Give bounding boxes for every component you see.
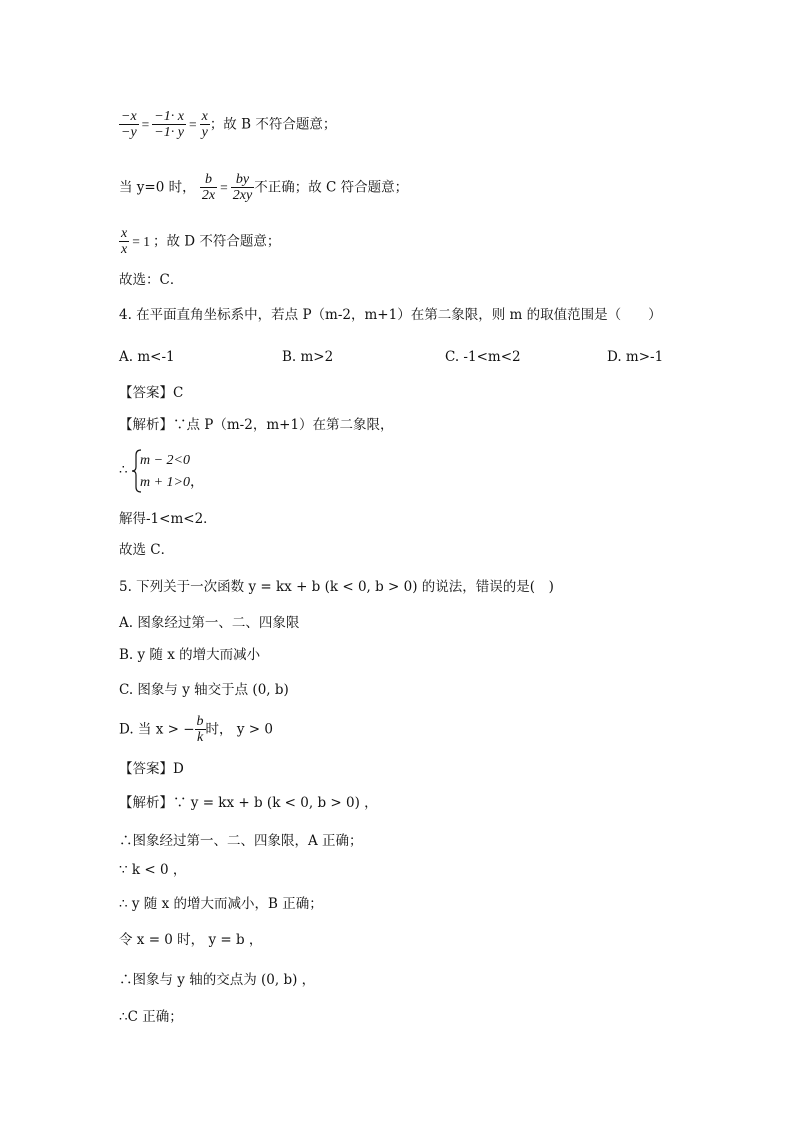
inequality-lines xyxy=(140,450,204,494)
line-prefix: 当 y=0 时， xyxy=(119,179,196,196)
denominator: −1· y xyxy=(154,125,184,140)
q4-analysis: 【解析】∵点 P（m-2，m+1）在第二象限， xyxy=(119,417,394,433)
option-d-prefix: D. 当 x > − xyxy=(119,721,195,738)
q4-option-a: A. m<-1 xyxy=(119,349,175,365)
solution-line-b xyxy=(119,109,336,141)
inequality-2 xyxy=(140,472,204,494)
fraction xyxy=(119,226,129,258)
equals-sign: = xyxy=(188,116,197,132)
inequality-2-text: m + 1>0 xyxy=(140,475,191,490)
q4-option-b: B. m>2 xyxy=(282,349,334,365)
q4-choose: 故选 C． xyxy=(119,542,175,558)
q5-analysis-2: ∴图象经过第一、二、四象限，A 正确； xyxy=(119,833,363,849)
q5-analysis-7: ∴C 正确； xyxy=(119,1009,183,1025)
q4-option-c: C. -1<m<2 xyxy=(445,349,521,365)
answer-choice-line: 故选：C． xyxy=(119,272,184,288)
fraction xyxy=(231,172,254,204)
therefore-symbol: ∴ xyxy=(119,462,128,478)
q5-analysis-3: ∵ k < 0 ， xyxy=(119,862,187,878)
fraction xyxy=(200,109,210,141)
equals-sign: = xyxy=(220,179,228,195)
solution-line-c xyxy=(119,172,408,204)
line-text: ；故 D 不符合题意； xyxy=(152,233,281,250)
numerator: −x xyxy=(121,109,137,124)
q5-option-c: C. 图象与 y 轴交于点 (0, b) xyxy=(119,682,289,698)
q4-solve: 解得-1<m<2． xyxy=(119,511,217,527)
equals-expression: = 1 xyxy=(132,233,150,249)
numerator: b xyxy=(205,172,213,187)
q5-analysis-5: 令 x = 0 时， y = b ， xyxy=(119,932,263,948)
option-d-suffix: 时， y > 0 xyxy=(205,721,273,738)
q5-option-a: A. 图象经过第一、二、四象限 xyxy=(119,615,300,631)
denominator: 2x xyxy=(201,188,216,203)
fraction xyxy=(200,172,217,204)
numerator: by xyxy=(235,172,250,187)
q5-option-d xyxy=(119,714,273,746)
denominator: x xyxy=(121,242,128,257)
solution-line-d xyxy=(119,226,280,258)
q4-option-d: D. m>-1 xyxy=(607,349,664,365)
question-5-stem: 5. 下列关于一次函数 y = kx + b (k < 0, b > 0) 的说法，错误的是( ) xyxy=(119,579,554,595)
equals-sign: = xyxy=(141,116,150,132)
line-text: ；故 B 不符合题意； xyxy=(209,116,337,133)
q5-analysis-6: ∴图象与 y 轴的交点为 (0, b) ， xyxy=(119,972,316,988)
numerator: b xyxy=(196,714,204,729)
fraction xyxy=(195,714,206,746)
numerator: x xyxy=(121,226,128,241)
denominator: −y xyxy=(121,125,137,140)
question-4-stem: 4. 在平面直角坐标系中，若点 P（m-2，m+1）在第二象限，则 m 的取值范围是（ ） xyxy=(119,307,662,323)
q5-analysis-1: 【解析】∵ y = kx + b (k < 0, b > 0) ， xyxy=(119,795,378,811)
denominator: y xyxy=(201,125,208,140)
numerator: x xyxy=(201,109,208,124)
inequality-end: ， xyxy=(190,475,205,490)
denominator: k xyxy=(195,729,206,746)
q4-answer: 【答案】C xyxy=(119,385,184,401)
denominator: 2xy xyxy=(232,188,253,203)
fraction xyxy=(119,109,139,141)
q5-answer: 【答案】D xyxy=(119,761,184,777)
numerator: −1· x xyxy=(154,109,184,124)
inequality-1: m − 2<0 xyxy=(140,453,191,468)
q5-option-b: B. y 随 x 的增大而减小 xyxy=(119,647,261,663)
line-text: 不正确；故 C 符合题意； xyxy=(254,179,409,196)
q5-analysis-4: ∴ y 随 x 的增大而减小，B 正确； xyxy=(119,896,323,912)
fraction xyxy=(152,109,186,141)
